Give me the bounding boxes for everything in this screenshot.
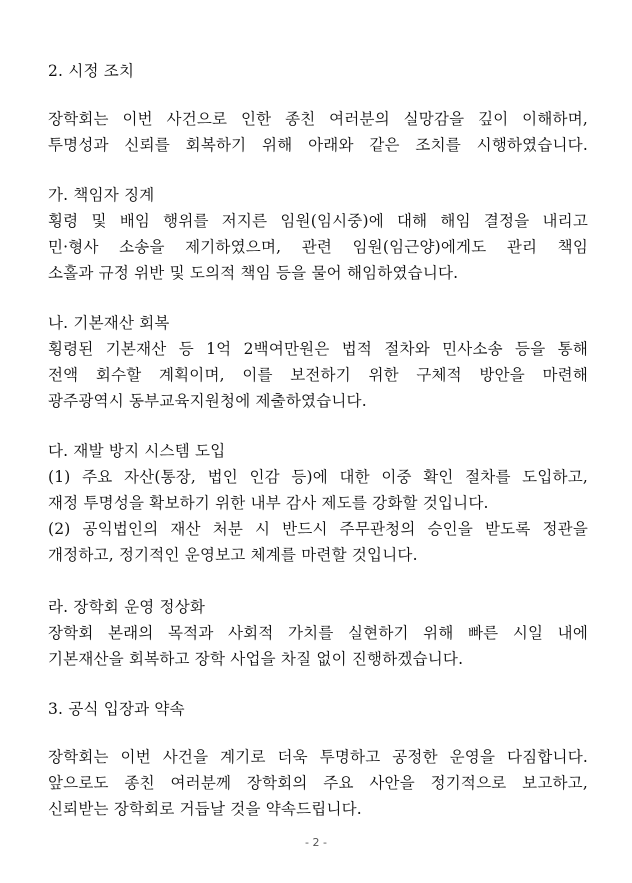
- subsection-da-line: 개정하고, 정기적인 운영보고 체계를 마련할 것입니다.: [48, 546, 418, 564]
- subsection-ga-line: 민·형사 소송을 제기하였으며, 관련 임원(임근양)에게도 관리 책임: [48, 238, 588, 256]
- subsection-da-title: 다. 재발 방지 시스템 도입: [48, 442, 226, 460]
- subsection-na-line: 광주광역시 동부교육지원청에 제출하였습니다.: [48, 392, 367, 410]
- subsection-da-line: (2) 공익법인의 재산 처분 시 반드시 주무관청의 승인을 받도록 정관을: [48, 520, 588, 538]
- section-2-intro-line: 투명성과 신뢰를 회복하기 위해 아래와 같은 조치를 시행하였습니다.: [48, 136, 588, 154]
- subsection-da-line: (1) 주요 자산(통장, 법인 인감 등)에 대한 이중 확인 절차를 도입하고,: [48, 468, 588, 486]
- subsection-na-line: 전액 회수할 계획이며, 이를 보전하기 위한 구체적 방안을 마련해: [48, 366, 588, 384]
- section-3-line: 장학회는 이번 사건을 계기로 더욱 투명하고 공정한 운영을 다짐합니다.: [48, 748, 588, 766]
- subsection-da-line: 재정 투명성을 확보하기 위한 내부 감사 제도를 강화할 것입니다.: [48, 494, 489, 512]
- subsection-ra-title: 라. 장학회 운영 정상화: [48, 598, 206, 616]
- subsection-ga-line: 횡령 및 배임 행위를 저지른 임원(임시중)에 대해 해임 결정을 내리고: [48, 212, 588, 230]
- section-3-heading: 3. 공식 입장과 약속: [48, 700, 185, 718]
- subsection-ga-line: 소홀과 규정 위반 및 도의적 책임 등을 물어 해임하였습니다.: [48, 264, 459, 282]
- section-3-line: 앞으로도 종친 여러분께 장학회의 주요 사안을 정기적으로 보고하고,: [48, 774, 588, 792]
- section-2-intro-line: 장학회는 이번 사건으로 인한 종친 여러분의 실망감을 깊이 이해하며,: [48, 110, 588, 128]
- page-number: - 2 -: [305, 836, 327, 849]
- subsection-na-line: 횡령된 기본재산 등 1억 2백여만원은 법적 절차와 민사소송 등을 통해: [48, 340, 588, 358]
- section-2-heading: 2. 시정 조치: [48, 62, 135, 80]
- subsection-na-title: 나. 기본재산 회복: [48, 314, 170, 332]
- subsection-ra-line: 기본재산을 회복하고 장학 사업을 차질 없이 진행하겠습니다.: [48, 650, 464, 668]
- subsection-ga-title: 가. 책임자 징계: [48, 186, 155, 204]
- subsection-ra-line: 장학회 본래의 목적과 사회적 가치를 실현하기 위해 빠른 시일 내에: [48, 624, 588, 642]
- section-3-line: 신뢰받는 장학회로 거듭날 것을 약속드립니다.: [48, 800, 362, 818]
